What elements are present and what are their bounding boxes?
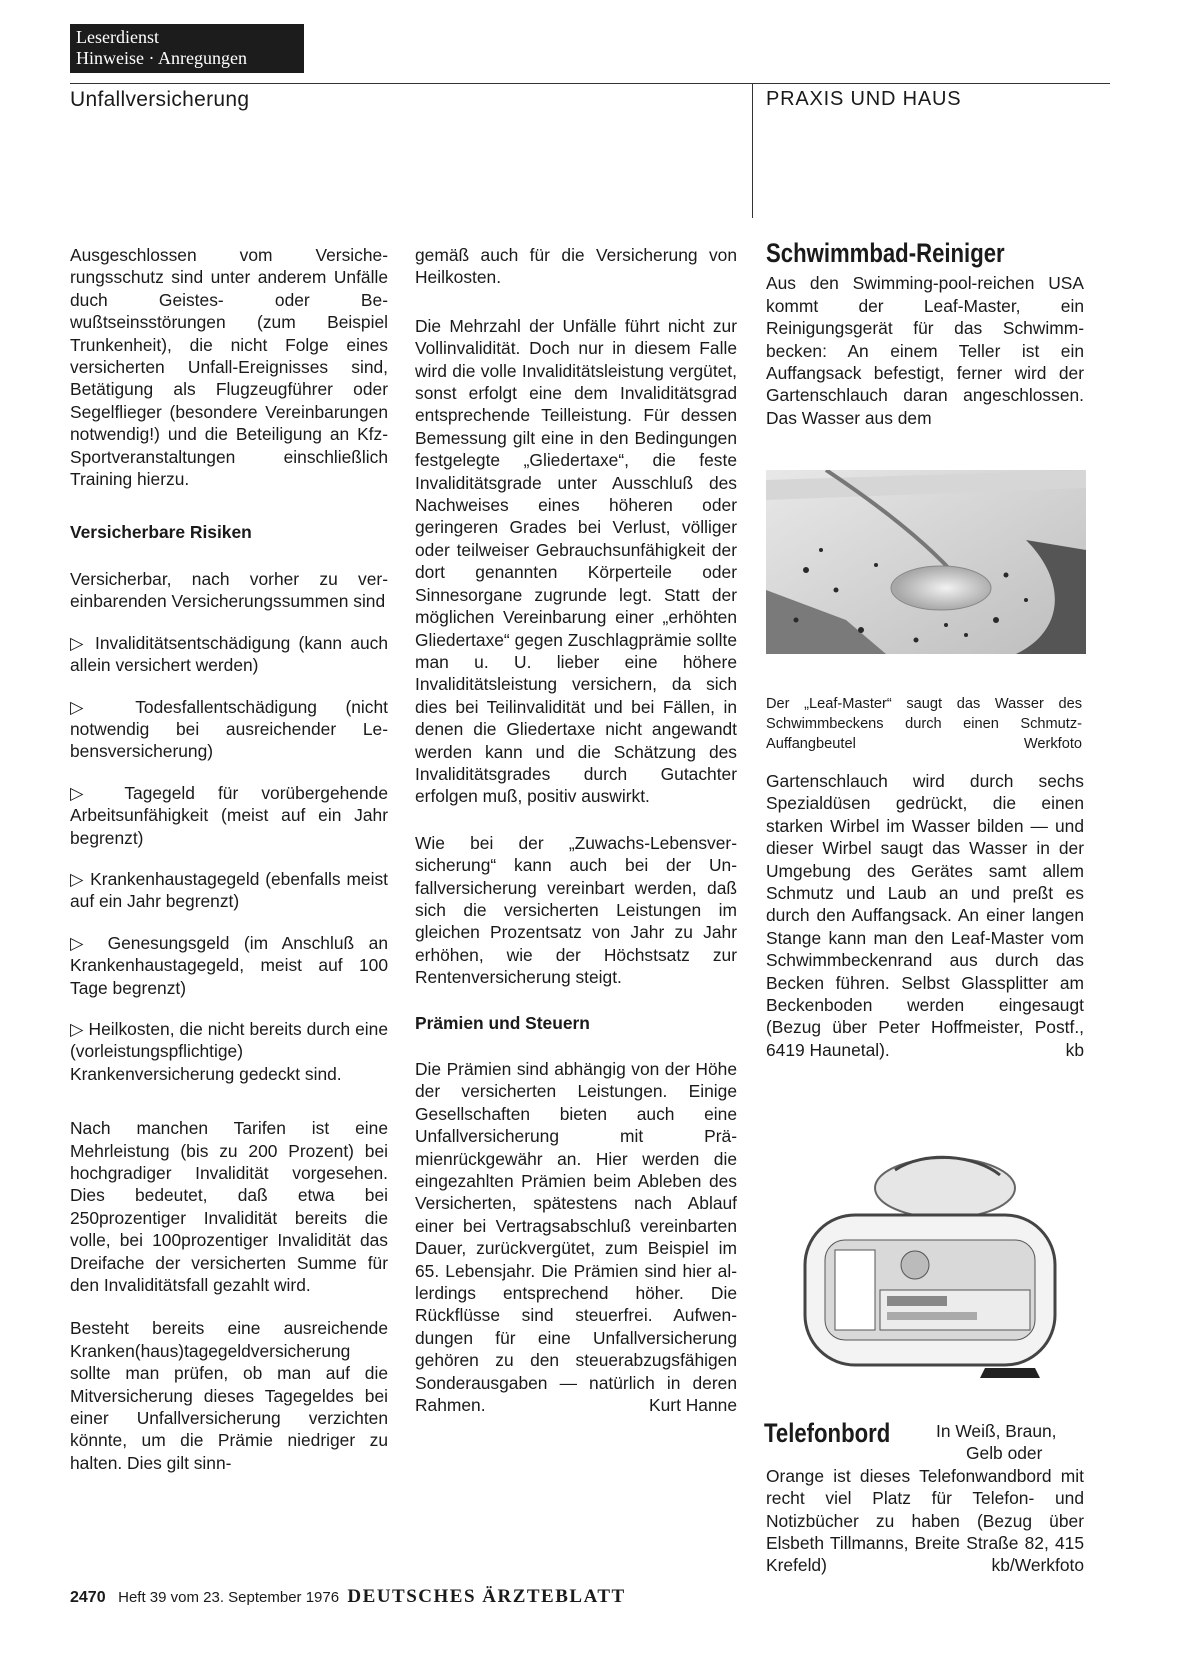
paragraph-text: Orange ist dieses Telefonwandbord mit recht viel Platz für Telefon- und Notizbücher zu haben (Bezug über Elsbeth Tillmanns, Breite Straße 82, 415 Krefeld) <box>766 1465 1084 1576</box>
author-signature: Kurt Hanne <box>649 1395 737 1416</box>
paragraph: Besteht bereits eine ausreichende Kranken(haus)tagegeldversicherung sollte man prüfen, ob man auf die Mitversicherung dieses Tagegeldes bei einer Unfallversicherung verzichten könnte, um die Prämie niedriger zu halten. Dies gilt sinn- <box>70 1318 388 1473</box>
issue-info: Heft 39 vom 23. September 1976 <box>118 1589 340 1606</box>
tag-line-2: Hinweise · Anregungen <box>76 48 247 68</box>
text-line: Gelb oder <box>966 1443 1043 1464</box>
page-footer <box>70 1586 626 1608</box>
column-divider <box>752 83 753 218</box>
paragraph <box>766 770 1084 1061</box>
column-3-continued <box>766 770 1084 1080</box>
author-signature: kb/Werkfoto <box>991 1555 1084 1576</box>
caption-credit: Werkfoto <box>1023 736 1082 752</box>
paragraph: Wie bei der „Zuwachs-Lebensversicherung“ kann auch bei der Unfallversicherung vereinbart werden, daß sich die versicherten Leistungen im gleichen Prozentsatz von Jahr zu Jahr erhöhen, wie der Höchstsatz zur Rentenversicherung steigt. <box>415 832 737 988</box>
column-1 <box>70 244 388 1493</box>
column-2 <box>415 244 737 1436</box>
paragraph-text: Die Prämien sind abhängig von der Höhe der versicherten Leistungen. Einige Gesellschaften bieten auch eine Unfallversicherung mit Prämienrückgewähr an. Hier werden die eingezahlten Prämien beim Ableben des Versicherten, spätestens nach Ablauf einer bei Vertragsabschluß vereinbarten Dauer, zurückvergütet, zum Beispiel im 65. Lebensjahr. Die Prämien sind hier allerdings entsprechend höher. Die Rückflüsse sind steuerfrei. Aufwendungen für eine Unfallversicherung gehören zu den steuerabzugsfähigen Sonderausgaben — natürlich in deren Rahmen. <box>415 1059 737 1416</box>
author-signature: kb <box>1065 1039 1084 1060</box>
section-tag-box <box>70 24 304 73</box>
list-item: ▷ Heilkosten, die nicht bereits durch eine (vorleistungspflichtige) Krankenversicherung gedeckt sind. <box>70 1018 388 1084</box>
paragraph-text: Gartenschlauch wird durch sechs Spezialdüsen gedrückt, die einen starken Wirbel im Wasser bilden — und dieser Wirbel saugt das Wasser in der Umgebung des Gerätes samt allem Schmutz und Laub an und preßt es durch den Auffangsack. An einer langen Stange kann man den Leaf-Master vom Schwimmbeckenrand aus durch das Becken führen. Selbst Glassplitter am Beckenboden werden eingesaugt (Bezug über Peter Hoffmeister, Postf., 6419 Haunetal). <box>766 771 1084 1060</box>
leaf-master-photo <box>766 470 1086 654</box>
photo-caption <box>766 694 1082 754</box>
paragraph <box>415 1058 737 1417</box>
paragraph: gemäß auch für die Versicherung von Heilkosten. <box>415 245 737 288</box>
subheading: Prämien und Steuern <box>415 1012 590 1033</box>
rubric-title: PRAXIS UND HAUS <box>766 88 962 110</box>
paragraph: Aus den Swimming-pool-reichen USA kommt der Leaf-Master, ein Reinigungsgerät für das Schwimmbecken: An einem Teller ist ein Auffangsack befestigt, ferner wird der Gartenschlauch daran angeschlossen. Das Wasser aus dem <box>766 273 1084 428</box>
list-item: ▷ Todesfallentschädigung (nicht notwendig bei ausreichender Lebensversicherung) <box>70 696 388 762</box>
article-headline: Schwimmbad-Reiniger <box>766 238 1005 268</box>
list-item: ▷ Invaliditätsentschädigung (kann auch allein versichert werden) <box>70 632 388 676</box>
list-item: ▷ Genesungsgeld (im Anschluß an Krankenhaustagegeld, meist auf 100 Tage begrenzt) <box>70 932 388 998</box>
paragraph: Ausgeschlossen vom Versicherungsschutz sind unter anderem Unfälle duch Geistes- oder Bewußtseinsstörungen (zum Beispiel Trunkenheit), die nicht Folge eines versicherten Unfall-Ereignisses sind, Betätigung als Flugzeugführer oder Segelflieger (besondere Vereinbarungen notwendig!) und die Beteiligung an Kfz-Sportveranstaltungen einschließlich Training hierzu. <box>70 245 388 490</box>
paragraph: Nach manchen Tarifen ist eine Mehrleistung (bis zu 200 Prozent) bei hochgradiger Invalidität vorgesehen. Dies bedeutet, daß etwa bei 250prozentiger Invalidität bereits die volle, bei 100prozentiger Invalidität das Dreifache der versicherten Summe für den Invaliditätsfall gezahlt wird. <box>70 1118 388 1296</box>
magazine-name: DEUTSCHES ÄRZTEBLATT <box>347 1586 626 1607</box>
caption-text: Der „Leaf-Master“ saugt das Wasser des Schwimmbeckens durch einen Schmutz-Auffangbeutel <box>766 696 1082 752</box>
page-number: 2470 <box>70 1589 106 1606</box>
header-rule <box>70 83 1110 84</box>
article-headline: Telefonbord <box>764 1418 891 1448</box>
subheading: Versicherbare Risiken <box>70 522 252 543</box>
text-line: In Weiß, Braun, <box>936 1421 1057 1441</box>
list-item: ▷ Krankenhaustagegeld (ebenfalls meist auf ein Jahr begrenzt) <box>70 868 388 912</box>
section-title: Unfallversicherung <box>70 88 250 111</box>
tag-line-1: Leserdienst <box>76 27 159 47</box>
telefonbord-text <box>766 1420 1084 1577</box>
column-3 <box>766 238 1084 429</box>
paragraph: Die Mehrzahl der Unfälle führt nicht zur Vollinvalidität. Doch nur in diesem Falle wird die volle Invaliditätsleistung vergütet, sonst erfolgt eine dem Invaliditätsgrad entsprechende Teilleistung. Für dessen Bemessung gilt eine in den Bedingungen festgelegte „Gliedertаxe“, die feste Invaliditätsgrade unter Ausschluß des Nachweises eines höheren oder geringeren Grades bei Verlust, völliger oder teilweiser Gebrauchsunfähigkeit der dort genannten Körperteile oder Sinnesorgane zugrunde legt. Statt der möglichen Vereinbarung einer „erhöhten Gliedertaxe“ gegen Zuschlagprämie sollte man u. U. lieber eine höhere Invaliditätsleistung versichern, da sich dies bei Teilinvalidität und bei Fällen, in denen die Gliedertaxe nicht angewandt werden kann und die Schätzung des Invaliditätsgrades durch Gutachter erfolgen muß, positiv auswirkt. <box>415 315 737 807</box>
paragraph: Versicherbar, nach vorher zu vereinbarenden Versicherungssummen sind <box>70 568 388 612</box>
list-item: ▷ Tagegeld für vorübergehende Arbeitsunfähigkeit (meist auf ein Jahr begrenzt) <box>70 782 388 848</box>
telefonbord-photo <box>795 1150 1060 1380</box>
